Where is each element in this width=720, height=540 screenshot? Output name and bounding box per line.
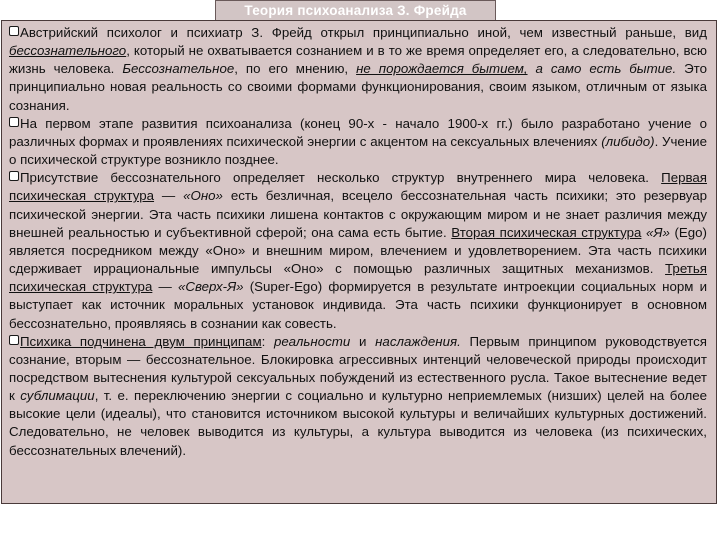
text-segment: —: [152, 279, 179, 295]
text-segment: не порождается бытием,: [356, 61, 528, 77]
text-segment: , по его мнению,: [234, 61, 357, 77]
text-segment: (Ego) является посредником между «Оно» и внешним миром, влечением и удовлетворением. Эта часть психики сдерживает иррациональные импульсы «Оно» с помощью различных защитных механизмов.: [9, 224, 707, 277]
text-segment: наслаждения.: [375, 333, 461, 349]
text-segment: —: [154, 188, 184, 204]
square-bullet-icon: [9, 117, 19, 127]
text-segment: (Super-Ego) формируется в результате интроекции социальных норм и выступает как источник моральных установок индивида. Эта часть психики функционирует в основном бессознательно, проявляясь в сознании как совесть.: [9, 279, 708, 331]
text-segment: Это принципиально новая реальность со своими формами функционирования, своим языком, отличным от языка сознания.: [9, 61, 707, 113]
bullet-paragraph: [9, 115, 707, 169]
text-segment: (либидо): [601, 133, 655, 149]
bullet-paragraph: [9, 169, 707, 332]
text-segment: Первая психическая структура: [9, 170, 707, 204]
text-segment: Первым принципом руководствуется сознание, вторым — бессознательное. Блокировка агрессивных интенций человеческой природы происходит посредством вытеснения культурой сексуальных побуждений из естественного русла. Такое вытеснение ведет к: [9, 333, 707, 404]
square-bullet-icon: [9, 26, 19, 36]
square-bullet-icon: [9, 171, 19, 181]
text-segment: Третья психическая структура: [9, 261, 707, 295]
slide-title: Теория психоанализа З. Фрейда: [244, 3, 467, 18]
text-segment: «Оно»: [183, 188, 223, 204]
text-segment: «Я»: [646, 224, 670, 240]
bullet-paragraph: [9, 24, 707, 115]
text-segment: а само есть бытие.: [535, 61, 677, 77]
text-segment: сублимации: [20, 388, 95, 404]
text-segment: и: [350, 333, 376, 349]
text-segment: «Сверх-Я»: [178, 279, 244, 295]
title-box: [215, 0, 496, 21]
text-segment: реальности: [274, 333, 351, 349]
text-segment: , который не охватывается сознанием и в то же время определяет его, а следовательно, всю жизнь человека.: [9, 43, 707, 77]
text-segment: Психика подчинена двум принципам: [20, 333, 262, 349]
text-segment: Вторая психическая структура: [451, 224, 642, 240]
text-segment: . Учение о психической структуре возникло позднее.: [9, 133, 707, 168]
text-segment: Присутствие бессознательного определяет несколько структур внутреннего мира человека.: [20, 170, 662, 186]
text-segment: бессознательного: [9, 43, 127, 59]
content-panel: [1, 20, 717, 504]
text-segment: , т. е. переключению энергии с социально и культурно неприемлемых (низших) целей на более высокие цели (идеалы), что становится источником высокой культуры и величайших культурных достижений. Следовательно, не человек выводится из культуры, а культура выводится из человека (из психических, бессознательных влечений).: [9, 388, 707, 458]
text-segment: Бессознательное: [122, 61, 235, 77]
text-segment: [528, 61, 536, 76]
text-segment: На первом этапе развития психоанализа (конец 90-х - начало 1900-х гг.) было разработано учение о различных формах и проявлениях психической энергии с акцентом на сексуальных влечениях: [9, 115, 707, 149]
text-segment: есть безличная, всецело бессознательная часть психики; это резервуар психической энергии. Эта часть психики лишена контактов с окружающим миром и не знает различия между внешней реальностью и субъективной сферой; она сама есть бытие.: [9, 188, 708, 240]
text-segment: :: [261, 333, 275, 349]
text-segment: Австрийский психолог и психиатр З. Фрейд открыл принципиально иной, чем известный раньше, вид: [20, 25, 707, 40]
square-bullet-icon: [9, 335, 19, 345]
bullet-paragraph: [9, 333, 707, 460]
